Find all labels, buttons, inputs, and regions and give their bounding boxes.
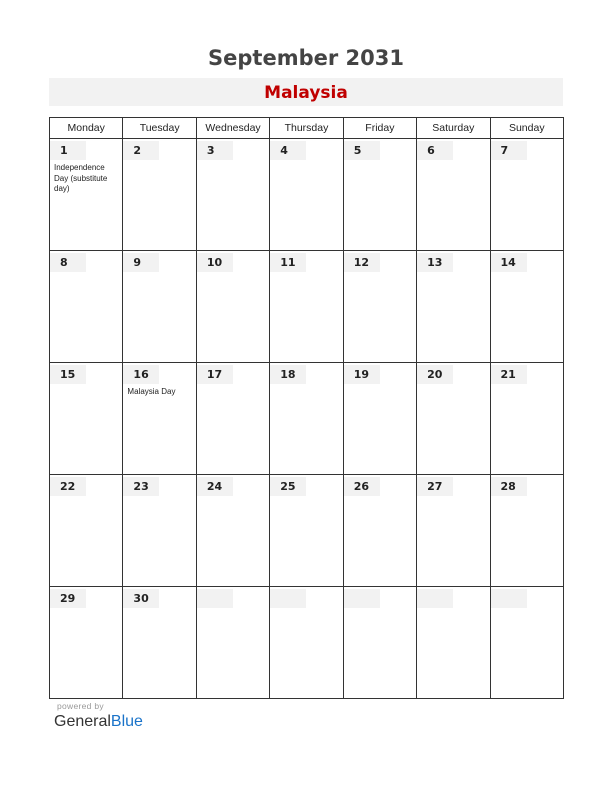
day-cell xyxy=(270,139,343,251)
holiday-label xyxy=(417,272,489,275)
day-cell xyxy=(490,587,563,699)
holiday-label xyxy=(270,272,342,275)
day-number: 15 xyxy=(50,365,86,384)
holiday-label xyxy=(197,496,269,499)
holiday-label xyxy=(197,272,269,275)
holiday-label: Malaysia Day xyxy=(127,387,176,396)
day-number: 6 xyxy=(417,141,453,160)
weekday-header: Monday xyxy=(50,118,123,139)
day-number xyxy=(344,589,380,608)
holiday-label xyxy=(344,272,416,275)
day-number: 14 xyxy=(491,253,527,272)
holiday-label: Independence Day (substitute day) xyxy=(54,163,108,193)
day-cell xyxy=(490,139,563,251)
day-cell xyxy=(196,475,269,587)
day-cell xyxy=(196,363,269,475)
holiday-label xyxy=(344,384,416,387)
day-number: 8 xyxy=(50,253,86,272)
weekday-header-row xyxy=(50,118,564,139)
holiday-label xyxy=(50,496,122,499)
day-cell xyxy=(343,363,416,475)
day-number: 25 xyxy=(270,477,306,496)
day-number: 26 xyxy=(344,477,380,496)
week-row xyxy=(50,251,564,363)
calendar-grid xyxy=(49,117,564,699)
day-number xyxy=(417,589,453,608)
day-number: 20 xyxy=(417,365,453,384)
holiday-label xyxy=(344,160,416,163)
brand-logo-part1: General xyxy=(54,713,111,730)
day-cell xyxy=(123,475,196,587)
holiday-label xyxy=(270,384,342,387)
day-number: 3 xyxy=(197,141,233,160)
day-cell xyxy=(50,363,123,475)
brand-logo[interactable] xyxy=(54,713,143,731)
weekday-header: Saturday xyxy=(417,118,490,139)
day-cell xyxy=(196,587,269,699)
weekday-header: Sunday xyxy=(490,118,563,139)
day-number: 9 xyxy=(123,253,159,272)
day-cell xyxy=(270,587,343,699)
day-cell xyxy=(123,139,196,251)
day-number: 5 xyxy=(344,141,380,160)
day-cell xyxy=(123,251,196,363)
day-number: 2 xyxy=(123,141,159,160)
holiday-label xyxy=(123,160,195,163)
day-cell xyxy=(417,139,490,251)
day-number: 13 xyxy=(417,253,453,272)
day-cell xyxy=(490,251,563,363)
day-number: 7 xyxy=(491,141,527,160)
country-banner xyxy=(49,78,563,106)
day-cell xyxy=(270,363,343,475)
day-number xyxy=(270,589,306,608)
day-cell xyxy=(417,587,490,699)
day-cell xyxy=(490,363,563,475)
day-number: 17 xyxy=(197,365,233,384)
weekday-header: Friday xyxy=(343,118,416,139)
holiday-label xyxy=(197,384,269,387)
day-number xyxy=(197,589,233,608)
weekday-header: Tuesday xyxy=(123,118,196,139)
holiday-label xyxy=(417,384,489,387)
day-number: 18 xyxy=(270,365,306,384)
day-number: 4 xyxy=(270,141,306,160)
weekday-header: Thursday xyxy=(270,118,343,139)
day-cell xyxy=(270,251,343,363)
day-cell xyxy=(417,475,490,587)
day-cell xyxy=(50,587,123,699)
day-number xyxy=(491,589,527,608)
day-number: 29 xyxy=(50,589,86,608)
day-cell xyxy=(343,475,416,587)
day-number: 28 xyxy=(491,477,527,496)
day-number: 19 xyxy=(344,365,380,384)
holiday-label xyxy=(491,272,563,275)
holiday-label xyxy=(417,160,489,163)
day-number: 23 xyxy=(123,477,159,496)
day-cell xyxy=(343,251,416,363)
day-cell xyxy=(50,139,123,251)
holiday-label xyxy=(50,384,122,387)
day-number: 24 xyxy=(197,477,233,496)
powered-by-label: powered by xyxy=(57,701,104,711)
brand-logo-part2: Blue xyxy=(110,713,143,730)
holiday-label xyxy=(344,496,416,499)
holiday-label xyxy=(197,160,269,163)
weekday-header: Wednesday xyxy=(196,118,269,139)
holiday-label xyxy=(491,160,563,163)
day-cell xyxy=(270,475,343,587)
day-number: 11 xyxy=(270,253,306,272)
holiday-label xyxy=(270,496,342,499)
holiday-label xyxy=(123,496,195,499)
day-number: 22 xyxy=(50,477,86,496)
day-cell xyxy=(343,587,416,699)
week-row xyxy=(50,139,564,251)
day-cell xyxy=(123,363,196,475)
day-cell xyxy=(417,363,490,475)
day-number: 21 xyxy=(491,365,527,384)
day-cell xyxy=(196,251,269,363)
holiday-label xyxy=(417,496,489,499)
day-number: 12 xyxy=(344,253,380,272)
holiday-label xyxy=(491,496,563,499)
holiday-label xyxy=(491,384,563,387)
day-cell xyxy=(123,587,196,699)
week-row xyxy=(50,475,564,587)
page-title: September 2031 xyxy=(208,46,404,70)
holiday-label xyxy=(50,608,122,611)
day-number: 30 xyxy=(123,589,159,608)
day-cell xyxy=(417,251,490,363)
day-cell xyxy=(343,139,416,251)
holiday-label xyxy=(123,608,195,611)
day-number: 10 xyxy=(197,253,233,272)
day-cell xyxy=(490,475,563,587)
day-cell xyxy=(196,139,269,251)
holiday-label xyxy=(270,160,342,163)
week-row xyxy=(50,363,564,475)
day-cell xyxy=(50,475,123,587)
country-name: Malaysia xyxy=(264,83,348,103)
day-number: 1 xyxy=(50,141,86,160)
week-row xyxy=(50,587,564,699)
day-number: 27 xyxy=(417,477,453,496)
holiday-label xyxy=(50,272,122,275)
day-number: 16 xyxy=(123,365,159,384)
holiday-label xyxy=(123,272,195,275)
day-cell xyxy=(50,251,123,363)
